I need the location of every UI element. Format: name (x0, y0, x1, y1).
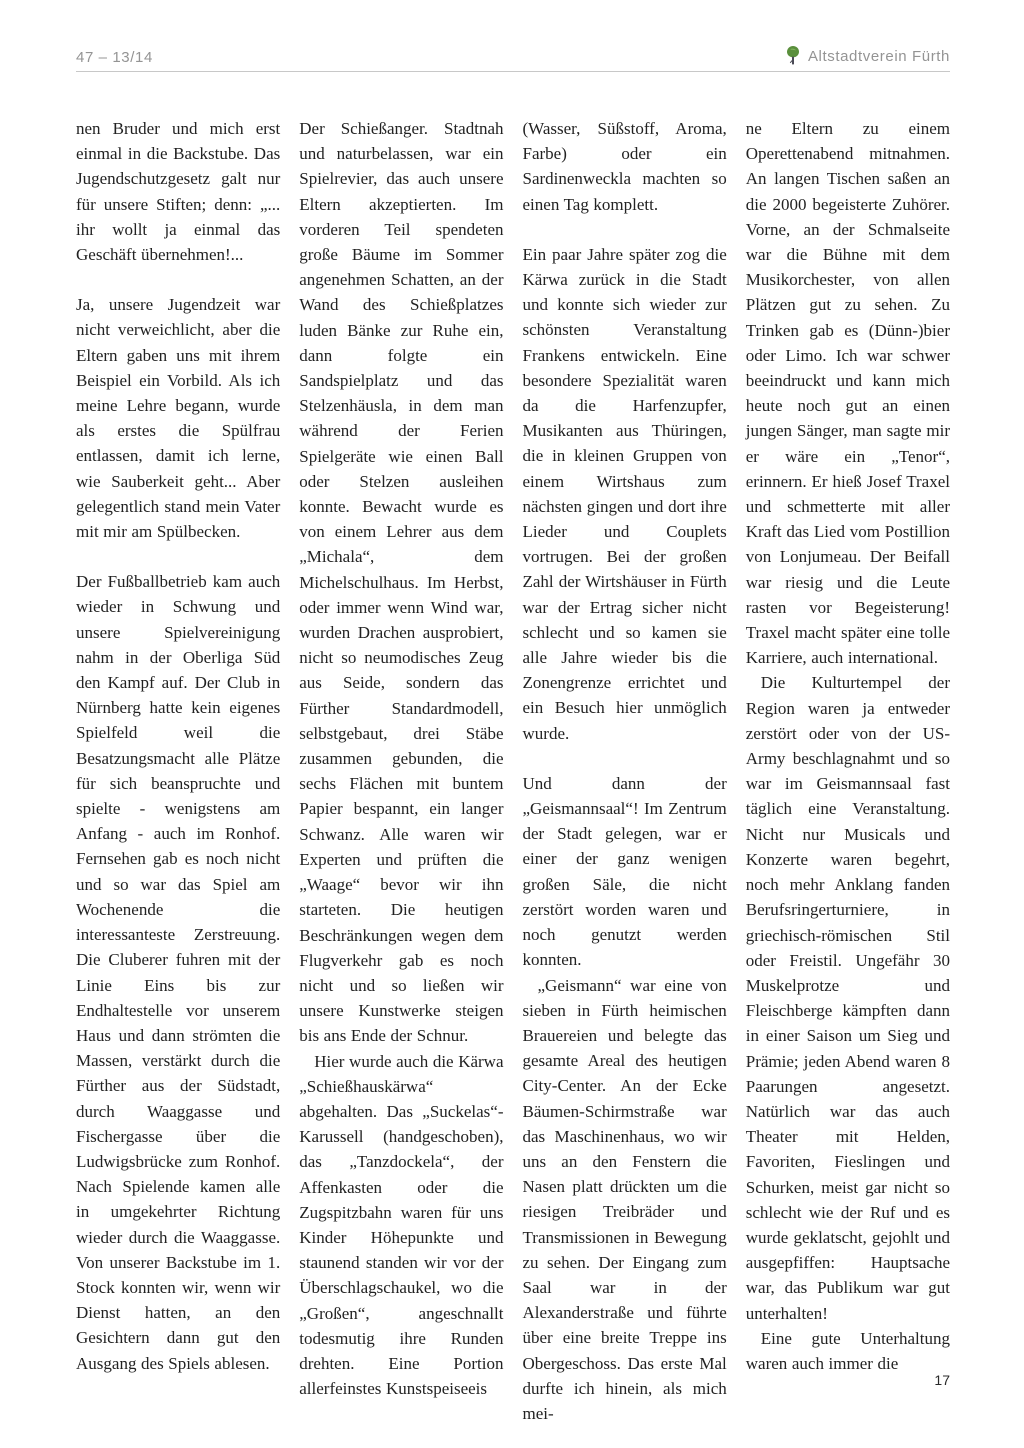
article-column-3 (523, 116, 727, 1426)
paragraph: ne Eltern zu einem Operettenabend mitnahmen. An langen Tischen saßen an die 2000 begeisterte Zuhörer. Vorne, an der Schmalseite war die Bühne mit dem Musikorchester, von allen Plätzen gut zu sehen. Zu Trinken gab es (Dünn-)bier oder Limo. Ich war schwer beeindruckt und kann mich heute noch gut an einen jungen Sänger, man sagte mir er wäre ein „Tenor“, erinnern. Er hieß Josef Traxel und schmetterte mit aller Kraft das Lied vom Postillion von Lonjumeau. Der Beifall war riesig und die Leute rasten vor Begeisterung! Traxel macht später eine tolle Karriere, auch international. (745, 119, 950, 668)
page-header (76, 46, 950, 66)
article-column-1 (76, 116, 280, 1426)
article-column-2 (299, 116, 503, 1426)
page-number: 17 (934, 1372, 950, 1388)
article-columns (76, 116, 950, 1426)
paragraph: Hier wurde auch die Kärwa „Schießhauskärwa“ abgehalten. Das „Suckelas“- Karussell (handgeschoben), das „Tanzdockela“, der Affenkasten oder die Zugspitzbahn waren für uns Kinder Höhepunkte und staunend standen wir vor der Überschlagschaukel, wo die „Großen“, angeschnallt todesmutig ihre Runden drehten. Eine Portion allerfeinstes Kunstspeiseeis (299, 1051, 504, 1399)
paragraph: nen Bruder und mich erst einmal in die Backstube. Das Jugendschutzgesetz galt nur für unsere Stiften; denn: „... ihr wollt ja einmal das Geschäft übernehmen!... (76, 119, 281, 265)
paragraph: Und dann der „Geismannsaal“! Im Zentrum der Stadt gelegen, war er einer der ganz wenigen großen Säle, die nicht zerstört worden waren und noch genutzt werden konnten. (522, 773, 727, 970)
paragraph: Der Fußballbetrieb kam auch wieder in Schwung und unsere Spielvereinigung nahm in der Oberliga Süd den Kampf auf. Der Club in Nürnberg hatte kein eigenes Spielfeld weil die Besatzungsmacht alle Plätze für sich beanspruchte und spielte - wenigstens am Anfang - auch im Ronhof. Fernsehen gab es noch nicht und so war das Spiel am Wochenende die interessanteste Zerstreuung. Die Cluberer fuhren mit der Linie Eins bis zur Endhaltestelle vor unserem Haus und dann strömten die Massen, verstärkt durch die Fürther aus der Südstadt, durch Waaggasse und Fischergasse über die Ludwigsbrücke zum Ronhof. Nach Spielende kamen alle in umgekehrter Richtung wieder durch die Waaggasse. Von unserer Backstube im 1. Stock konnten wir, wenn wir Dienst hatten, an den Gesichtern dann gut den Ausgang des Spiels ablesen. (76, 572, 281, 1373)
paragraph: Ein paar Jahre später zog die Kärwa zurück in die Stadt und konnte sich wieder zur schönsten Veranstaltung Frankens entwickeln. Eine besondere Spezialität waren da die Harfenzupfer, Musikanten aus Thüringen, die in kleinen Gruppen von einem Wirtshaus zum nächsten gingen und dort ihre Lieder und Couplets vortrugen. Bei der großen Zahl der Wirtshäuser in Fürth war der Ertrag sicher nicht schlecht und so kamen sie alle Jahre wieder bis die Zonengrenze errichtet und ein Besuch hier unmöglich wurde. (522, 244, 727, 743)
brand-name: Altstadtverein Fürth (807, 47, 950, 65)
paragraph: Eine gute Unterhaltung waren auch immer die (745, 1328, 950, 1373)
paragraph: (Wasser, Süßstoff, Aroma, Farbe) oder ein Sardinenweckla machten so einen Tag komplett. (522, 119, 727, 214)
paragraph: Die Kulturtempel der Region waren ja entweder zerstört oder von der US-Army beschlagnahmt und so war im Geismannsaal fast täglich eine Veranstaltung. Nicht nur Musicals und Konzerte waren begehrt, noch mehr Anklang fanden Berufsringerturniere, in griechisch-römischen Stil oder Freistil. Ungefähr 30 Muskelprotze und Fleischberge kämpften dann in einer Saison um Sieg und Prämie; jeden Abend waren 8 Paarungen angesetzt. Natürlich war das auch Theater mit Helden, Favoriten, Fieslingen und Schurken, meist gar nicht so schlecht wie der Ruf und es wurde geklatscht, gejohlt und ausgepfiffen: Hauptsache war, das Publikum war gut unterhalten! (745, 673, 950, 1323)
issue-number: 47 – 13/14 (76, 49, 153, 66)
brand (785, 46, 950, 66)
paragraph: Der Schießanger. Stadtnah und naturbelassen, war ein Spielrevier, das auch unsere Eltern akzeptierten. Im vorderen Teil spendeten große Bäume im Sommer angenehmen Schatten, an der Wand des Schießplatzes luden Bänke zur Ruhe ein, dann folgte ein Sandspielplatz und das Stelzenhäusla, in dem man während der Ferien Spielgeräte wie einen Ball oder Stelzen ausleihen konnte. Bewacht wurde es von einem Lehrer aus dem „Michala“, dem Michelschulhaus. Im Herbst, oder immer wenn Wind war, wurden Drachen ausprobiert, nicht so neumodisches Zeug aus Seide, sondern das Fürther Standardmodell, selbstgebaut, drei Stäbe zusammen gebunden, die sechs Flächen mit buntem Papier bespannt, ein langer Schwanz. Alle waren wir Experten und prüften die „Waage“ bevor wir ihn starteten. Die heutigen Beschränkungen wegen dem Flugverkehr gab es noch nicht und so ließen wir unsere Kunstwerke steigen bis ans Ende der Schnur. (299, 119, 504, 1046)
tree-logo-icon (785, 46, 801, 66)
paragraph: „Geismann“ war eine von sieben in Fürth heimischen Brauereien und belegte das gesamte Areal des heutigen City-Center. An der Ecke Bäumen-Schirmstraße war das Maschinenhaus, wo wir uns an den Fenstern die Nasen platt drückten um die riesigen Treibräder und Transmissionen in Bewegung zu sehen. Der Eingang zum Saal war in der Alexanderstraße und führte über eine breite Treppe ins Obergeschoss. Das erste Mal durfte ich hinein, als mich mei- (522, 975, 727, 1423)
article-column-4 (746, 116, 950, 1426)
header-rule (76, 71, 950, 72)
paragraph: Ja, unsere Jugendzeit war nicht verweichlicht, aber die Eltern gaben uns mit ihrem Beispiel ein Vorbild. Als ich meine Lehre begann, wurde als erstes die Spülfrau entlassen, damit ich lerne, wie Sauberkeit geht... Aber gelegentlich stand mein Vater mit mir am Spülbecken. (76, 295, 281, 542)
